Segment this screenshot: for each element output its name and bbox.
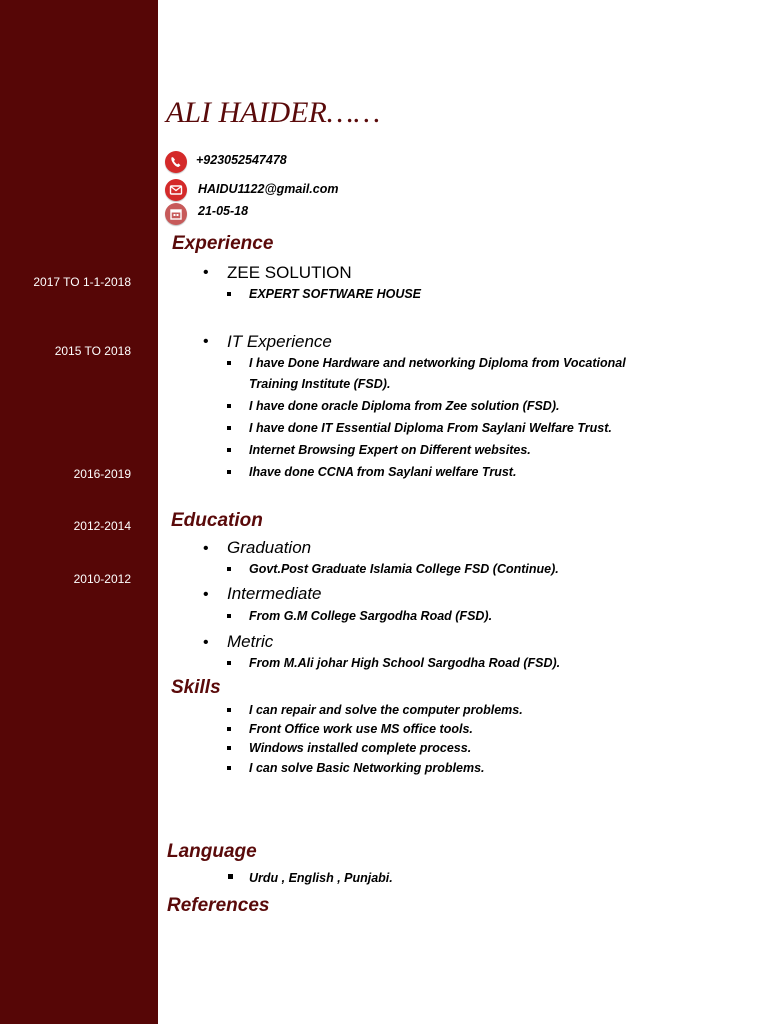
- section-heading-experience: Experience: [172, 233, 274, 254]
- bullet-square: [227, 661, 231, 665]
- sidebar-date: 2017 TO 1-1-2018: [33, 275, 131, 289]
- bullet-square: [227, 448, 231, 452]
- bullet-square: [227, 766, 231, 770]
- bullet-square: [228, 874, 233, 879]
- skill-item: Front Office work use MS office tools.: [249, 722, 473, 736]
- sidebar: [0, 0, 158, 1024]
- education-item: Govt.Post Graduate Islamia College FSD (Continue).: [249, 562, 559, 576]
- bullet: •: [203, 540, 209, 557]
- skill-item: I can repair and solve the computer problems.: [249, 703, 523, 717]
- bullet-square: [227, 567, 231, 571]
- calendar-icon: [165, 203, 187, 225]
- education-item: From G.M College Sargodha Road (FSD).: [249, 609, 493, 623]
- resume-date: 21-05-18: [198, 204, 249, 218]
- sidebar-date: 2012-2014: [73, 519, 131, 533]
- email-icon: [165, 179, 187, 201]
- experience-item: Internet Browsing Expert on Different websites.: [249, 443, 531, 457]
- experience-item: I have done oracle Diploma from Zee solution (FSD).: [249, 399, 560, 413]
- sidebar-date: 2015 TO 2018: [54, 344, 131, 358]
- phone-icon: [165, 151, 187, 173]
- bullet-square: [227, 746, 231, 750]
- education-title: Graduation: [227, 538, 312, 557]
- bullet: •: [203, 634, 209, 651]
- section-heading-education: Education: [171, 510, 263, 531]
- bullet-square: [227, 708, 231, 712]
- bullet-square: [227, 614, 231, 618]
- bullet: •: [203, 586, 209, 603]
- bullet: •: [203, 264, 209, 281]
- bullet: •: [203, 333, 209, 350]
- sidebar-date: 2010-2012: [73, 572, 131, 586]
- bullet-square: [227, 470, 231, 474]
- education-title: Intermediate: [227, 584, 322, 603]
- section-heading-skills: Skills: [171, 677, 221, 698]
- education-title: Metric: [227, 632, 274, 651]
- skill-item: Windows installed complete process.: [249, 741, 472, 755]
- sidebar-date: 2016-2019: [73, 467, 131, 481]
- bullet-square: [227, 292, 231, 296]
- experience-title: ZEE SOLUTION: [227, 263, 352, 282]
- bullet-square: [227, 404, 231, 408]
- experience-title: IT Experience: [227, 332, 332, 351]
- resume-name: ALI HAIDER……: [166, 96, 381, 129]
- education-item: From M.Ali johar High School Sargodha Road (FSD).: [249, 656, 561, 670]
- bullet-square: [227, 361, 231, 365]
- email-address: HAIDU1122@gmail.com: [198, 182, 339, 196]
- experience-item: I have done IT Essential Diploma From Saylani Welfare Trust.: [249, 421, 612, 435]
- bullet-square: [227, 727, 231, 731]
- skill-item: I can solve Basic Networking problems.: [249, 761, 485, 775]
- experience-item: Ihave done CCNA from Saylani welfare Trust.: [249, 465, 517, 479]
- section-heading-references: References: [167, 895, 270, 916]
- experience-item: Training Institute (FSD).: [249, 377, 391, 391]
- language-item: Urdu , English , Punjabi.: [249, 871, 393, 885]
- phone-number: +923052547478: [196, 153, 287, 167]
- experience-item: EXPERT SOFTWARE HOUSE: [249, 287, 422, 301]
- experience-item: I have Done Hardware and networking Diploma from Vocational: [249, 356, 626, 370]
- bullet-square: [227, 426, 231, 430]
- section-heading-language: Language: [167, 841, 257, 862]
